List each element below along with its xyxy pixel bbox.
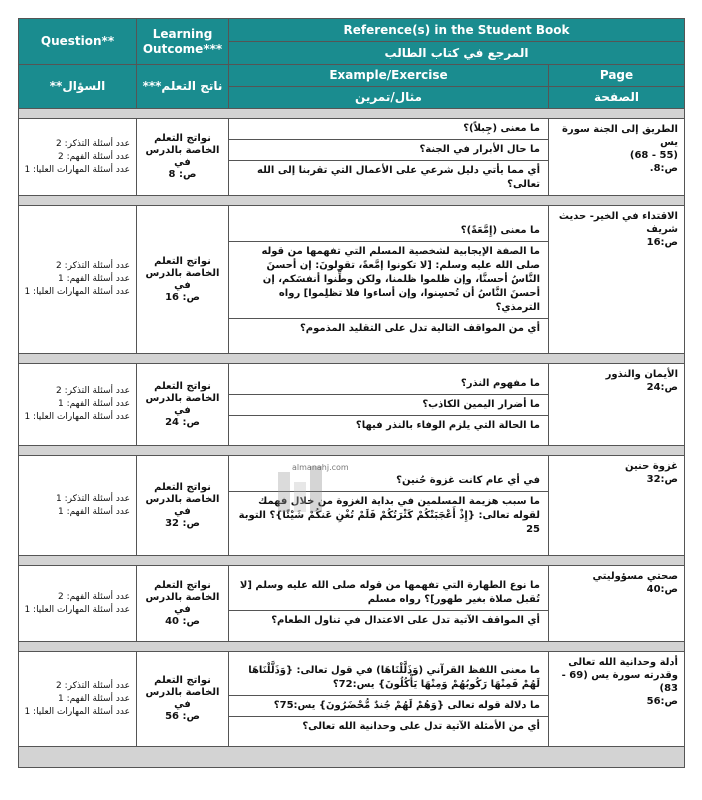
question-count: عدد أسئلة الفهم: 2 — [58, 151, 130, 162]
question-counts-cell — [19, 456, 137, 556]
learning-outcome-cell — [137, 652, 229, 747]
header-reference-ar: المرجع في كتاب الطالب — [229, 42, 685, 65]
table-row — [19, 206, 685, 354]
table-row — [19, 364, 685, 446]
reference-page-cell — [549, 652, 685, 747]
reference-line: الاقتداء في الخير- حديث — [558, 211, 678, 222]
learning-outcome-line: الخاصة بالدرس في — [145, 392, 220, 416]
exercise-item: ما مفهوم النذر؟ — [229, 374, 548, 395]
learning-outcome-line: الخاصة بالدرس في — [145, 267, 220, 291]
learning-outcome-line: ص: 32 — [165, 517, 200, 529]
question-counts-cell — [19, 206, 137, 354]
reference-line: أدلة وحدانية الله تعالى — [568, 657, 678, 668]
exercise-cell — [229, 206, 549, 354]
learning-outcome-line: نواتج التعلم — [154, 675, 211, 686]
learning-outcome-line: نواتج التعلم — [154, 579, 211, 591]
exercise-item: ما دلالة قوله تعالى {وَهُمْ لَهُمْ جُندٌ مُّحْضَرُونَ} يس:75؟ — [229, 696, 548, 717]
exercise-item: ما حال الأبرار في الجنة؟ — [229, 140, 548, 161]
header-page-en: Page — [549, 65, 685, 87]
reference-line: ص:16 — [646, 237, 678, 248]
question-counts-cell — [19, 119, 137, 196]
question-count: عدد أسئلة الفهم: 1 — [58, 399, 130, 409]
reference-page-cell — [549, 206, 685, 354]
reference-page-cell — [549, 364, 685, 446]
table-row — [19, 566, 685, 642]
header-outcome-ar: ناتج التعلم*** — [137, 65, 229, 109]
header-question-ar: السؤال** — [19, 65, 137, 109]
question-count: عدد أسئلة المهارات العليا: 1 — [24, 164, 130, 175]
row-separator — [19, 354, 685, 364]
question-count: عدد أسئلة الفهم: 1 — [58, 693, 130, 704]
row-separator — [19, 196, 685, 206]
question-count: عدد أسئلة الفهم: 2 — [58, 591, 130, 602]
exercise-cell — [229, 364, 549, 446]
reference-line: الطريق إلى الجنة سورة يس — [562, 124, 678, 148]
header-example-ar: مثال/تمرين — [229, 87, 549, 109]
question-counts-cell — [19, 652, 137, 747]
row-separator — [19, 446, 685, 456]
header-example-en: Example/Exercise — [229, 65, 549, 87]
exercise-item: أي من الأمثلة الآتية تدل على وحدانية الله تعالى؟ — [302, 721, 540, 732]
learning-outcome-line: ص: 8 — [168, 169, 197, 180]
reference-line: صحتي مسؤوليتي — [592, 571, 678, 582]
question-count: عدد أسئلة الفهم: 1 — [58, 274, 130, 284]
table-row — [19, 456, 685, 556]
table-row — [19, 119, 685, 196]
exercise-cell — [229, 566, 549, 642]
reference-line: شريف — [646, 224, 678, 235]
reference-line: الأيمان والنذور — [605, 369, 678, 380]
question-count: عدد أسئلة التذكر: 2 — [56, 680, 130, 691]
learning-outcome-line: ص: 56 — [165, 711, 200, 722]
learning-outcome-line: ص: 16 — [165, 291, 200, 303]
learning-outcome-cell — [137, 119, 229, 196]
reference-line: ص:40 — [646, 584, 678, 595]
exercise-item: ما معنى (إِمَّعَةً)؟ — [229, 221, 548, 242]
reference-line: غزوة حنين — [624, 461, 678, 472]
reference-line: ص:32 — [646, 474, 678, 485]
question-count: عدد أسئلة التذكر: 1 — [56, 493, 130, 504]
exercise-cell — [229, 456, 549, 556]
learning-outcome-line: نواتج التعلم — [154, 481, 211, 493]
exercise-item: ما الصفة الإيجابية لشخصية المسلم التي تفهمها من قوله صلى الله عليه وسلم: [لا تكونوا إمَّعةً، تقولونَ: إن أحسنَ النَّاسُ أحسنَّا، وإن ظلموا ظلمنا، ولكن وطِّنوا أنفسَكم، إن أحسنَ النَّاسُ أن تُحسِنوا، وإن أساءوا فلا تظلِموا] رواه الترمذي؟ — [229, 242, 548, 319]
exercise-cell — [229, 652, 549, 747]
header-question-en: Question** — [19, 19, 137, 65]
learning-outcome-cell — [137, 456, 229, 556]
assessment-table — [18, 18, 685, 768]
reference-line: وقدرته سورة يس (69 - 83) — [561, 670, 678, 694]
learning-outcome-cell — [137, 206, 229, 354]
learning-outcome-cell — [137, 364, 229, 446]
header-reference-en: Reference(s) in the Student Book — [229, 19, 685, 42]
learning-outcome-line: نواتج التعلم — [154, 380, 211, 392]
learning-outcome-line: ص: 40 — [165, 615, 200, 627]
reference-line: ص:56 — [646, 696, 678, 707]
reference-page-cell — [549, 456, 685, 556]
question-count: عدد أسئلة المهارات العليا: 1 — [24, 604, 130, 615]
exercise-item: أي المواقف الآتية تدل على الاعتدال في تناول الطعام؟ — [271, 615, 540, 626]
watermark-site: almanahj.com — [292, 463, 349, 472]
reference-page-cell — [549, 119, 685, 196]
exercise-item: أي مما يأتي دليل شرعي على الأعمال التي تقربنا إلى الله تعالى؟ — [257, 165, 540, 190]
row-separator — [19, 556, 685, 566]
exercise-item: ما معنى (جِبلاً)؟ — [229, 119, 548, 140]
learning-outcome-line: ص: 24 — [165, 416, 200, 428]
exercise-item: في أي عام كانت غزوة حُنين؟ — [229, 471, 548, 492]
table-row — [19, 652, 685, 747]
reference-page-cell — [549, 566, 685, 642]
exercise-item: ما أضرار اليمين الكاذب؟ — [229, 395, 548, 416]
learning-outcome-line: الخاصة بالدرس في — [145, 493, 220, 517]
exercise-item: ما سبب هزيمة المسلمين في بداية الغزوة من خلال فهمك لقوله تعالى: {إِذْ أَعْجَبَتْكُمْ كَثْرَتُكُمْ فَلَمْ تُغْنِ عَنكُمْ شَيْئًا}؟ التوبة 25 — [238, 496, 540, 535]
question-count: عدد أسئلة التذكر: 2 — [56, 261, 130, 271]
reference-line: ص:8. — [649, 163, 678, 174]
question-count: عدد أسئلة المهارات العليا: 1 — [24, 412, 130, 422]
assessment-table-sheet — [18, 18, 684, 768]
learning-outcome-line: الخاصة بالدرس في — [145, 145, 220, 168]
learning-outcome-line: الخاصة بالدرس في — [145, 591, 220, 615]
learning-outcome-line: نواتج التعلم — [154, 133, 211, 144]
learning-outcome-cell — [137, 566, 229, 642]
exercise-item: ما الحالة التي يلزم الوفاء بالنذر فيها؟ — [355, 419, 540, 431]
exercise-cell — [229, 119, 549, 196]
row-separator — [19, 642, 685, 652]
exercise-item: ما معنى اللفظ القرآني (وَذَلَّلْنَاهَا) في قول تعالى: {وَذَلَّلْنَاهَا لَهُمْ فَمِنْهَا رَكُوبُهُمْ وَمِنْهَا يَأْكُلُونَ} يس:72؟ — [229, 661, 548, 696]
exercise-item: أي من المواقف التالية تدل على التقليد المذموم؟ — [299, 322, 540, 334]
question-count: عدد أسئلة التذكر: 2 — [56, 386, 130, 396]
question-count: عدد أسئلة المهارات العليا: 1 — [24, 706, 130, 717]
learning-outcome-line: الخاصة بالدرس في — [145, 687, 220, 710]
row-separator — [19, 747, 685, 768]
header-page-ar: الصفحة — [549, 87, 685, 109]
exercise-item: ما نوع الطهارة التي تفهمها من قوله صلى الله عليه وسلم [لا تُقبل صلاة بغير طهور]؟ رواه مسلم — [229, 576, 548, 611]
question-count: عدد أسئلة الفهم: 1 — [58, 506, 130, 517]
question-counts-cell — [19, 566, 137, 642]
question-counts-cell — [19, 364, 137, 446]
question-count: عدد أسئلة المهارات العليا: 1 — [24, 287, 130, 297]
row-separator — [19, 109, 685, 119]
reference-line: ص:24 — [646, 382, 678, 393]
question-count: عدد أسئلة التذكر: 2 — [56, 138, 130, 149]
learning-outcome-line: نواتج التعلم — [154, 255, 211, 267]
header-outcome-en: Learning Outcome*** — [137, 19, 229, 65]
reference-line: (55 - 68) — [629, 150, 678, 161]
